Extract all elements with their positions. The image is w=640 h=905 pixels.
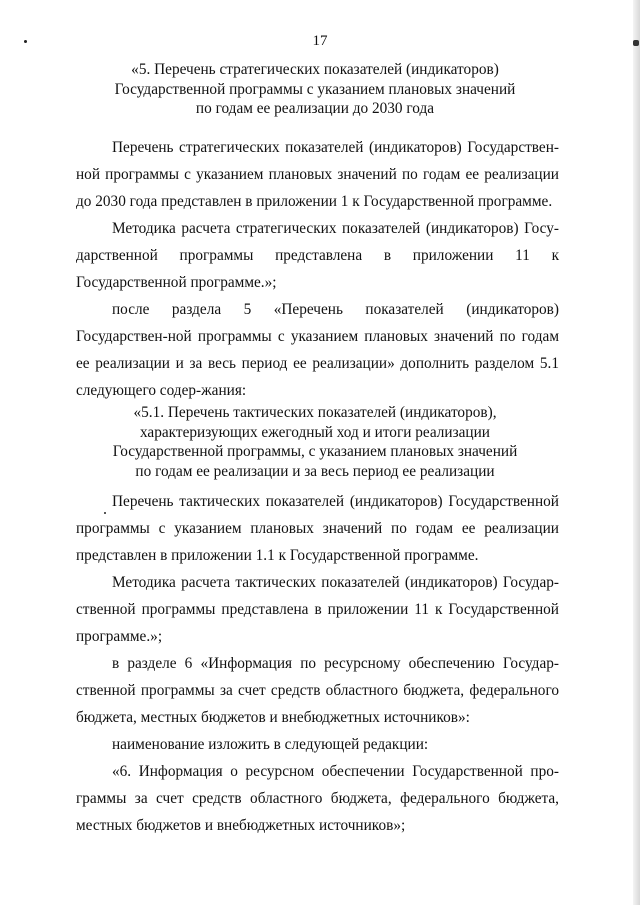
- scan-edge: [633, 0, 640, 905]
- section-5-1-body: [76, 488, 559, 839]
- section-5-heading: [60, 60, 570, 119]
- heading-line: по годам ее реализации и за весь период ее реализации: [135, 462, 495, 480]
- heading-line: «5.1. Перечень тактических показателей (индикаторов),: [133, 404, 497, 421]
- paragraph: после раздела 5 «Перечень показателей (индикаторов) Государствен-ной программы с указанием плановых значений по годам ее реализации и за весь период ее реализации» дополнить разделом 5.1 следующего содер-жания:: [76, 301, 559, 399]
- section-5-1-heading: [60, 403, 570, 481]
- page-number: 17: [312, 33, 328, 49]
- heading-line: Государственной программы с указанием плановых значений: [114, 80, 516, 98]
- heading-line: по годам ее реализации до 2030 года: [195, 100, 435, 117]
- section-5-body: [76, 134, 559, 404]
- paragraph: Методика расчета стратегических показателей (индикаторов) Госу-дарственной программы представлена в приложении 11 к Государственной программе.»;: [76, 220, 559, 291]
- paragraph: Перечень стратегических показателей (индикаторов) Государствен-ной программы с указанием плановых значений по годам ее реализации до 2030 года представлен в приложении 1 к Государственной программе.: [76, 139, 559, 210]
- paragraph: «6. Информация о ресурсном обеспечении Государственной про-граммы за счет средств областного бюджета, федерального бюджета, местных бюджетов и внебюджетных источников»;: [76, 763, 559, 834]
- heading-line: «5. Перечень стратегических показателей (индикаторов): [131, 61, 499, 78]
- heading-line: Государственной программы, с указанием плановых значений: [112, 443, 518, 460]
- paragraph: Методика расчета тактических показателей (индикаторов) Государ-ственной программы представлена в приложении 11 к Государственной программе.»;: [76, 574, 559, 645]
- paragraph: Перечень тактических показателей (индикаторов) Государственной программы с указанием плановых значений по годам ее реализации представлен в приложении 1.1 к Государственной программе.: [76, 493, 559, 564]
- heading-line: характеризующих ежегодный ход и итоги реализации: [139, 423, 490, 441]
- paragraph: наименование изложить в следующей редакции:: [112, 736, 429, 753]
- paragraph: в разделе 6 «Информация по ресурсному обеспечению Государ-ственной программы за счет средств областного бюджета, федерального бюджета, местных бюджетов и внебюджетных источников»:: [76, 655, 559, 726]
